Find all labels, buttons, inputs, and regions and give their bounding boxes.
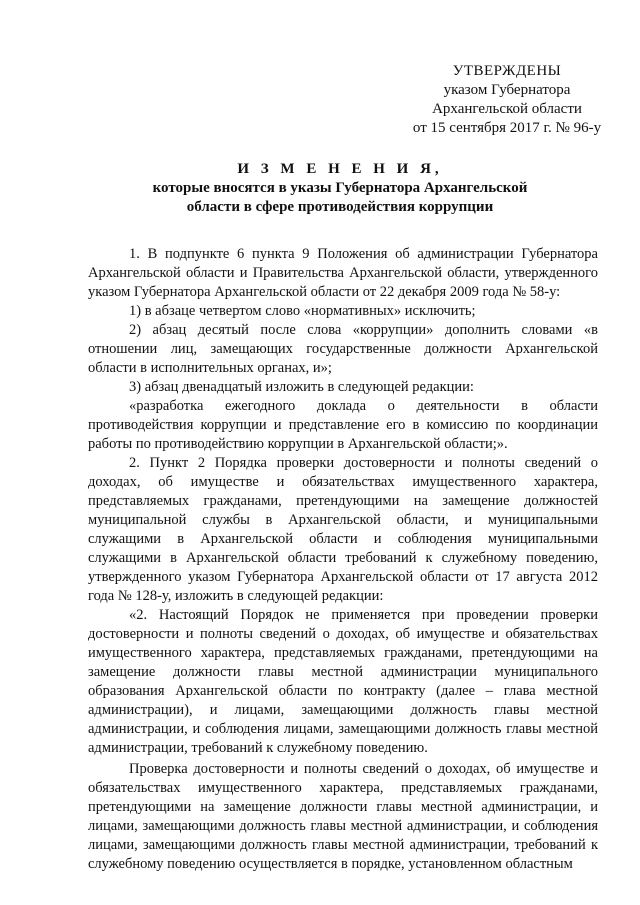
document-body bbox=[88, 245, 598, 874]
paragraph: 1) в абзаце четвертом слово «нормативных» исключить; bbox=[129, 303, 476, 319]
paragraph: «разработка ежегодного доклада о деятельности в области противодействия коррупции и представление его в комиссию по координации работы по противодействию коррупции в Архангельской области;». bbox=[88, 398, 598, 452]
approval-stamp bbox=[392, 62, 622, 138]
title-line-2: области в сфере противодействия коррупции bbox=[186, 199, 494, 215]
document-title bbox=[80, 160, 600, 217]
title-line-1: которые вносятся в указы Губернатора Архангельской bbox=[152, 180, 528, 196]
paragraph: «2. Настоящий Порядок не применяется при проведении проверки достоверности и полноты сведений о доходах, об имуществе и обязательствах имущественного характера, представляемых гражданами, претендующими на замещение должности главы местной администрации муниципального образования Архангельской области по контракту (далее – глава местной администрации), и лицами, замещающими должность главы местной администрации, и соблюдения лицами, замещающими должность главы местной администрации, требований к служебному поведению. bbox=[88, 607, 598, 756]
paragraph: 2) абзац десятый после слова «коррупции» дополнить словами «в отношении лиц, замещающих государственные должности Архангельской области в исполнительных органах, и»; bbox=[88, 322, 598, 376]
title-word: И З М Е Н Е Н И Я, bbox=[237, 161, 443, 177]
approval-line-2: Архангельской области bbox=[432, 101, 582, 117]
paragraph: 3) абзац двенадцатый изложить в следующей редакции: bbox=[129, 379, 474, 395]
approval-heading: УТВЕРЖДЕНЫ bbox=[452, 63, 562, 79]
paragraph: 1. В подпункте 6 пункта 9 Положения об администрации Губернатора Архангельской области и Правительства Архангельской области, утвержденного указом Губернатора Архангельской области от 22 декабря 2009 года № 58-у: bbox=[88, 246, 598, 300]
paragraph: Проверка достоверности и полноты сведений о доходах, об имуществе и обязательствах имущественного характера, представляемых гражданами, претендующими на замещение должности главы местной администрации, и лицами, замещающими должность главы местной администрации, и соблюдения лицами, замещающими должность главы местной администрации, требований к служебному поведению осуществляется в порядке, установленном областным bbox=[88, 761, 598, 872]
paragraph: 2. Пункт 2 Порядка проверки достоверности и полноты сведений о доходах, об имуществе и обязательствах имущественного характера, представляемых гражданами, претендующими на замещение должностей муниципальной службы в Архангельской области, и муниципальными служащими в Архангельской области и соблюдения муниципальными служащими в Архангельской области требований к служебному поведению, утвержденного указом Губернатора Архангельской области от 17 августа 2012 года № 128-у, изложить в следующей редакции: bbox=[88, 455, 598, 604]
approval-line-3: от 15 сентября 2017 г. № 96-у bbox=[412, 120, 602, 136]
approval-line-1: указом Губернатора bbox=[443, 82, 571, 98]
